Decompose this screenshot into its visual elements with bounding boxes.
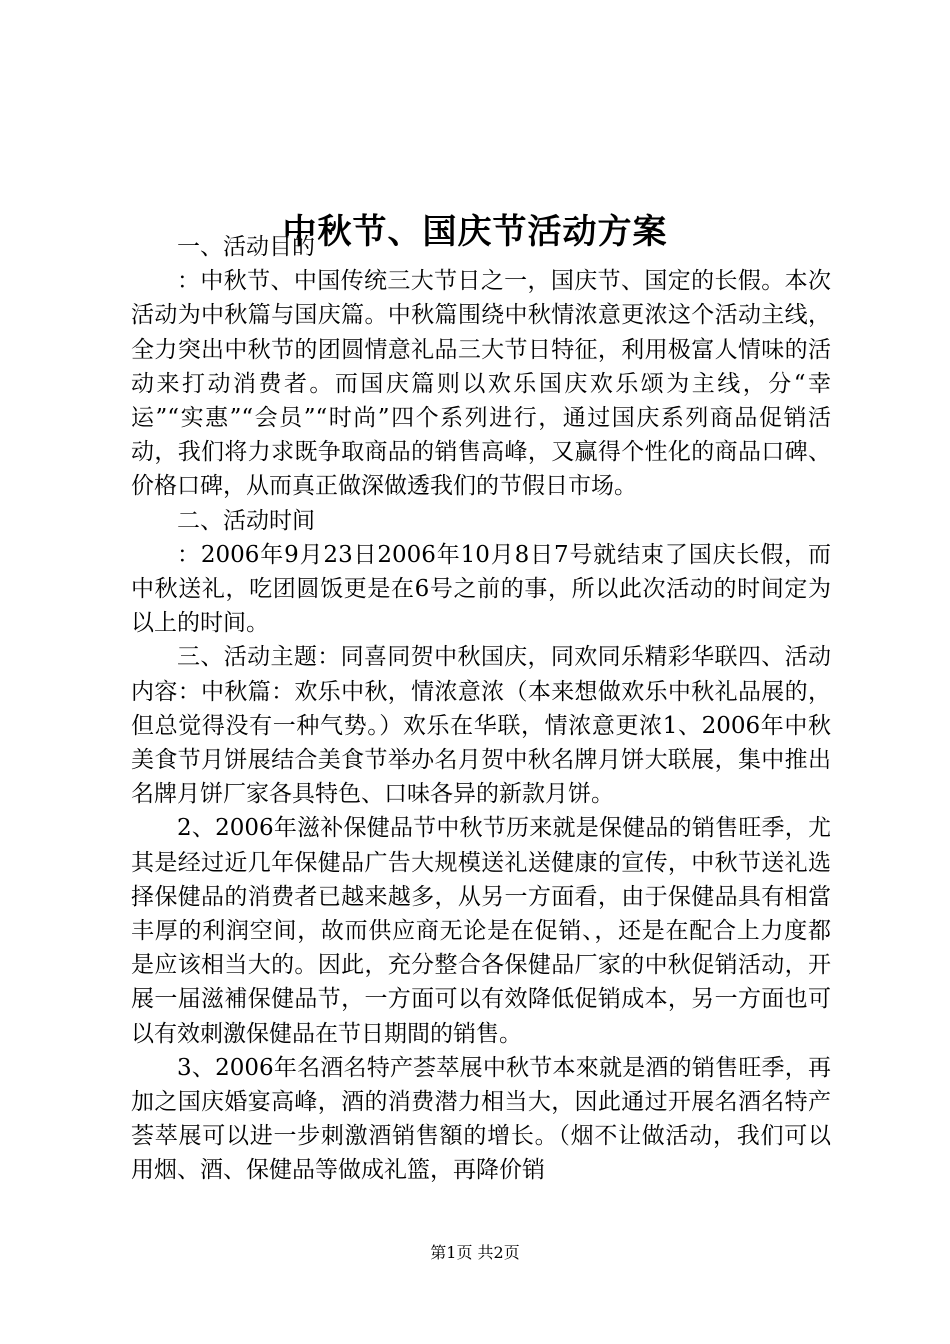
document-title: 中秋节、国庆节活动方案 (282, 211, 668, 252)
section-heading-purpose: 一、活动目的 (177, 234, 315, 260)
paragraph-purpose: ：中秋节、中国传统三大节日之一，国庆节、国定的长假。本次活动为中秋篇与国庆篇。中秋篇围绕中秋情浓意更浓这个活动主线，全力突出中秋节的团圆情意礼品三大节日特征，利用极富人情味的活动来打动消费者。而国庆篇则以欢乐国庆欢乐颂为主线，分“幸运”“实惠”“会员”“时尚”四个系列进行，通过国庆系列商品促销活动，我们将力求既争取商品的销售高峰，又赢得个性化的商品口碑、价格口碑，从而真正做深做透我们的节假日市场。 (131, 268, 831, 500)
paragraph-health-products: 2、2006年滋补保健品节中秋节历来就是保健品的销售旺季，尤其是经过近几年保健品广告大规模送礼送健康的宣传，中秋节送礼选择保健品的消费者已越来越多，从另一方面看，由于保健品具有相當丰厚的利润空间，故而供应商无论是在促销、，还是在配合上力度都是应该相当大的。因此，充分整合各保健品厂家的中秋促销活动，开展一届滋補保健品节，一方面可以有效降低促销成本，另一方面也可以有效刺激保健品在节日期間的销售。 (131, 815, 831, 1047)
document-body (131, 230, 831, 1188)
section-heading-time: 二、活动时间 (177, 507, 315, 534)
paragraph-theme-content: 三、活动主题：同喜同贺中秋国庆，同欢同乐精彩华联四、活动内容：中秋篇：欢乐中秋，情浓意浓（本来想做欢乐中秋礼品展的，但总觉得没有一种气势。）欢乐在华联，情浓意更浓1、2006年中秋美食节月饼展结合美食节举办名月贺中秋名牌月饼大联展，集中推出名牌月饼厂家各具特色、口味各异的新款月饼。 (131, 644, 831, 808)
paragraph-time: ：2006年9月23日2006年10月8日7号就结束了国庆长假，而中秋送礼，吃团圆饭更是在6号之前的事，所以此次活动的时间定为以上的时间。 (131, 541, 831, 637)
page-footer: 第1页 共2页 (430, 1243, 520, 1262)
paragraph-wine-specialties: 3、2006年名酒名特产荟萃展中秋节本來就是酒的销售旺季，再加之国庆婚宴高峰，酒的消费潜力相当大，因此通过开展名酒名特产荟萃展可以进一步刺激酒销售額的增长。（烟不让做活动，我们可以用烟、酒、保健品等做成礼篮，再降价销 (131, 1054, 831, 1184)
